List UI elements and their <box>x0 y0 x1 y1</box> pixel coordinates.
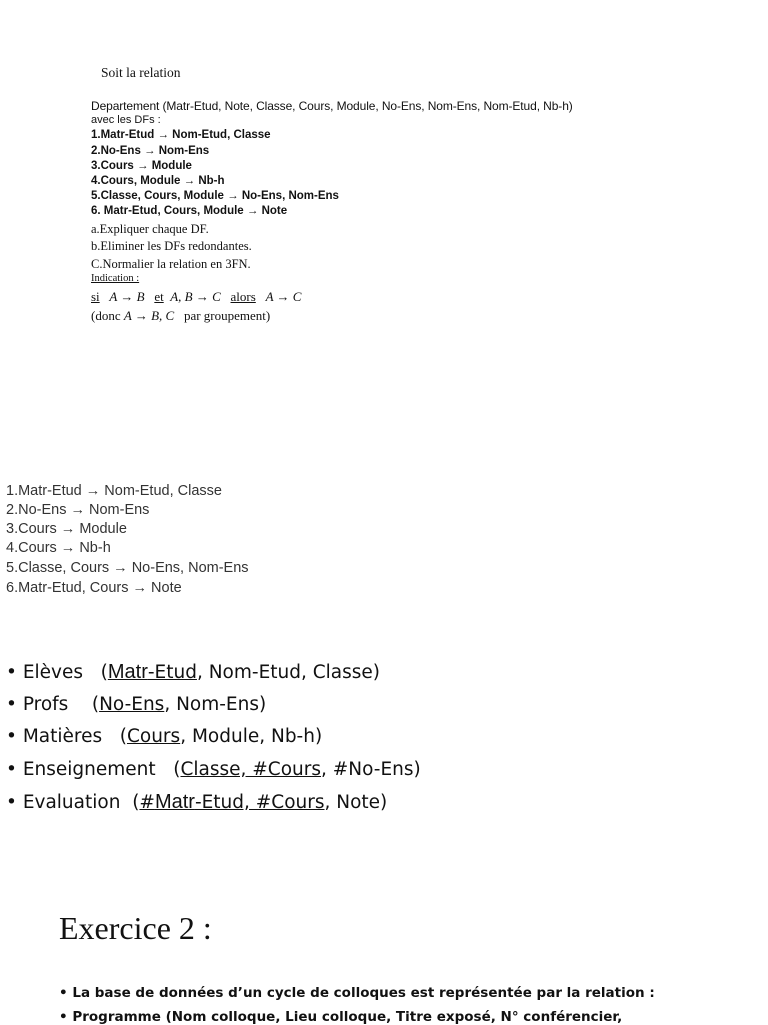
relation-name: Elèves <box>22 662 83 683</box>
df-item-3: 3.Cours → Module <box>91 160 192 172</box>
bullet-icon: • <box>6 792 17 813</box>
primary-key: Cours <box>126 726 181 747</box>
bullet-icon: • <box>59 1009 68 1025</box>
reduced-df-2: 2.No-Ens → Nom-Ens <box>6 502 150 518</box>
grouping-suffix: par groupement) <box>183 308 271 323</box>
df-item-2: 2.No-Ens → Nom-Ens <box>91 145 210 157</box>
relation-name: Matières <box>22 726 103 747</box>
rule-alors: alors <box>230 289 256 304</box>
question-b: b.Eliminer les DFs redondantes. <box>91 239 252 253</box>
primary-key-part: -Etud, #Cours <box>194 792 325 813</box>
intro-title: Soit la relation <box>101 65 181 80</box>
df-item-4: 4.Cours, Module → Nb-h <box>91 175 225 187</box>
relation-attributes: , Note) <box>324 792 388 813</box>
primary-key: No-Ens <box>99 694 165 715</box>
primary-key-part: Matr <box>154 791 195 813</box>
rule-premise-1: A → B <box>109 289 145 304</box>
bullet-icon: • <box>6 726 17 747</box>
reduced-df-3: 3.Cours → Module <box>6 521 127 537</box>
reduced-df-4: 4.Cours → Nb-h <box>6 540 111 556</box>
exercise-title: Exercice 2 : <box>59 910 212 946</box>
relation-name: Enseignement <box>22 759 156 780</box>
question-c: C.Normalier la relation en 3FN. <box>91 257 251 271</box>
bullet-icon: • <box>59 985 68 1001</box>
relation-schema: Departement (Matr-Etud, Note, Classe, Cours, Module, No-Ens, Nom-Ens, Nom-Etud, Nb-h) <box>91 99 573 113</box>
df-item-6: 6. Matr-Etud, Cours, Module → Note <box>91 205 288 217</box>
relation-attributes: , Nom-Etud, Classe) <box>196 662 381 683</box>
relation-enseignement: • Enseignement (Classe, #Cours, #No-Ens) <box>6 759 421 780</box>
rule-et: et <box>154 289 164 304</box>
relation-evaluation: • Evaluation (#Matr-Etud, #Cours, Note) <box>6 791 388 813</box>
exercise-bullet-2 <box>59 1009 622 1025</box>
exercise-text: Programme (Nom colloque, Lieu colloque, Titre exposé, N° conférencier, <box>72 1009 623 1025</box>
bullet-icon: • <box>6 759 17 780</box>
relation-profs: • Profs (No-Ens, Nom-Ens) <box>6 694 267 715</box>
reduced-df-5: 5.Classe, Cours → No-Ens, Nom-Ens <box>6 560 249 576</box>
rule-conclusion: A → C <box>265 289 302 304</box>
reduced-df-6: 6.Matr-Etud, Cours → Note <box>6 580 182 596</box>
primary-key-part: Matr <box>107 661 148 683</box>
relation-matieres: • Matières (Cours, Module, Nb-h) <box>6 726 323 747</box>
relation-attributes: , Module, Nb-h) <box>180 726 323 747</box>
df-item-1: 1.Matr-Etud → Nom-Etud, Classe <box>91 129 271 141</box>
grouping-prefix: (donc <box>91 308 121 323</box>
reduced-df-1: 1.Matr-Etud → Nom-Etud, Classe <box>6 483 222 499</box>
inference-rule <box>91 289 301 305</box>
bullet-icon: • <box>6 694 17 715</box>
rule-premise-2: A, B → C <box>170 289 221 304</box>
dfs-intro: avec les DFs : <box>91 114 161 126</box>
relation-eleves: • Elèves (Matr-Etud, Nom-Etud, Classe) <box>6 661 381 683</box>
grouping-expr: A → B, C <box>123 308 175 323</box>
grouping-note <box>91 308 270 324</box>
relation-name: Profs <box>22 694 69 715</box>
relation-attributes: , Nom-Ens) <box>164 694 267 715</box>
question-a: a.Expliquer chaque DF. <box>91 222 209 236</box>
df-item-5: 5.Classe, Cours, Module → No-Ens, Nom-Ens <box>91 190 339 202</box>
primary-key-part: # <box>139 792 155 813</box>
indication-label: Indication : <box>91 273 140 284</box>
exercise-text: La base de données d’un cycle de colloques est représentée par la relation : <box>72 985 655 1001</box>
rule-si: si <box>91 289 100 304</box>
relation-name: Evaluation <box>22 792 121 813</box>
bullet-icon: • <box>6 662 17 683</box>
primary-key-part: -Etud <box>147 662 197 683</box>
exercise-bullet-1 <box>59 985 655 1001</box>
relation-attributes: , #No-Ens) <box>321 759 421 780</box>
primary-key: Classe, #Cours <box>180 759 322 780</box>
